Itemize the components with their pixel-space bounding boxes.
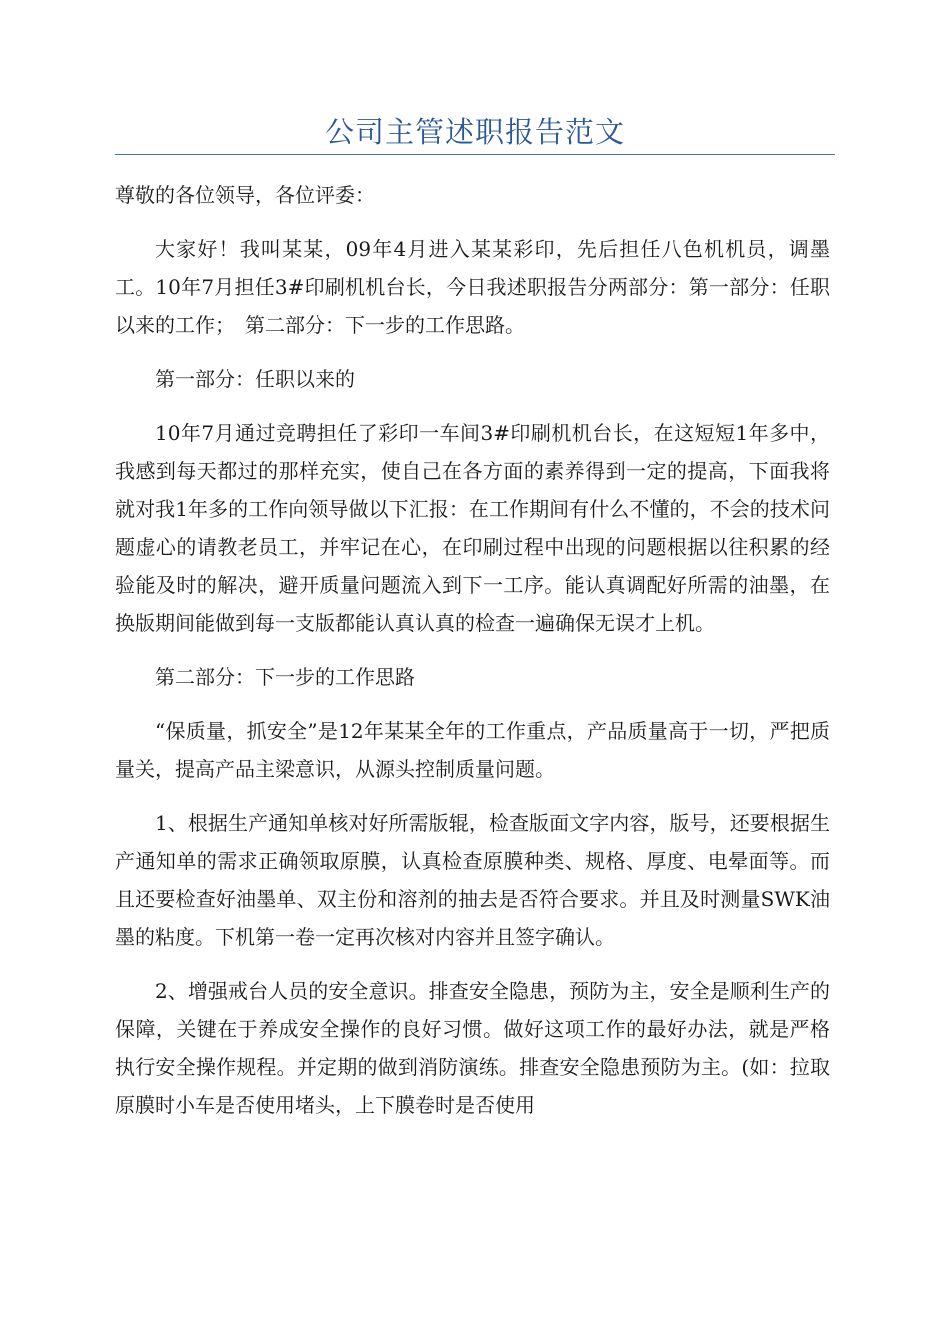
section-heading-part-one: 第一部分：任职以来的: [155, 367, 355, 391]
paragraph-intro: 大家好！我叫某某，09年4月进入某某彩印，先后担任八色机机员，调墨工。10年7月担任3#印刷机机台长，今日我述职报告分两部分：第一部分：任职以来的工作； 第二部分：下一步的工作思路。: [115, 237, 830, 337]
section-heading-part-two: 第二部分：下一步的工作思路: [155, 665, 415, 689]
paragraph-item-2: 2、增强戒台人员的安全意识。排查安全隐患，预防为主，安全是顺利生产的保障，关键在于养成安全操作的良好习惯。做好这项工作的最好办法，就是严格执行安全操作规程。并定期的做到消防演练。排查安全隐患预防为主。(如：拉取原膜时小车是否使用堵头，上下膜卷时是否使用: [115, 979, 830, 1117]
document-body: [115, 176, 830, 1140]
paragraph-part-one: 10年7月通过竞聘担任了彩印一车间3#印刷机机台长，在这短短1年多中，我感到每天都过的那样充实，使自己在各方面的素养得到一定的提高，下面我将就对我1年多的工作向领导做以下汇报：在工作期间有什么不懂的，不会的技术问题虚心的请教老员工，并牢记在心，在印刷过程中出现的问题根据以往积累的经验能及时的解决，避开质量问题流入到下一工序。能认真调配好所需的油墨，在换版期间能做到每一支版都能认真认真的检查一遍确保无误才上机。: [115, 421, 830, 635]
paragraph-quality-focus: “保质量，抓安全”是12年某某全年的工作重点，产品质量高于一切，严把质量关，提高产品主梁意识，从源头控制质量问题。: [115, 719, 830, 781]
document-title: 公司主管述职报告范文: [324, 115, 625, 149]
title-underline: [115, 154, 835, 155]
paragraph-item-1: 1、根据生产通知单核对好所需版辊，检查版面文字内容，版号，还要根据生产通知单的需求正确领取原膜，认真检查原膜种类、规格、厚度、电晕面等。而且还要检查好油墨单、双主份和溶剂的抽去是否符合要求。并且及时测量SWK油墨的粘度。下机第一卷一定再次核对内容并且签字确认。: [115, 811, 830, 949]
salutation: 尊敬的各位领导，各位评委：: [115, 183, 375, 207]
